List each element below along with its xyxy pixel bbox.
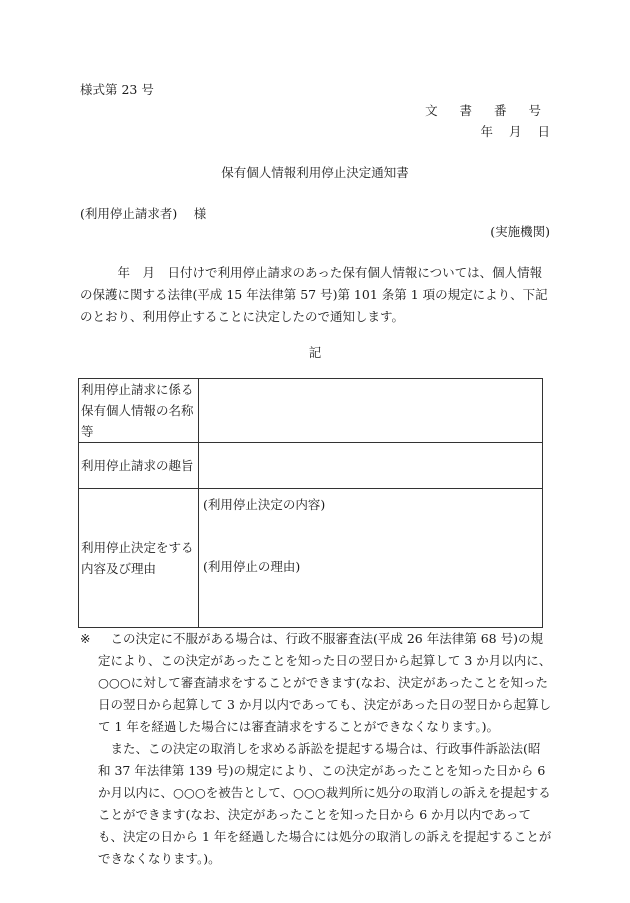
row2-label: 利用停止請求の趣旨 <box>79 443 199 489</box>
note-paragraph-2: また、この決定の取消しを求める訴訟を提起する場合は、行政事件訴訟法(昭和 37 年法律第 139 号)の規定により、この決定があったことを知った日から 6 か月以内に、○○○を被告として、○○○裁判所に処分の取消しの訴えを提起することができます(なお、決定があったことを知った日から 6 か月以内であっても、決定の日から 1 年を経過した場合には処分の取消しの訴えを提起することができなくなります。)。 <box>98 741 552 866</box>
notes <box>80 628 552 870</box>
form-number: 様式第 23 号 <box>80 82 154 97</box>
table-row <box>79 489 543 628</box>
ki-heading: 記 <box>308 345 322 360</box>
page-title: 保有個人情報利用停止決定通知書 <box>221 165 409 180</box>
decision-table <box>78 378 543 628</box>
table-row <box>79 379 543 443</box>
decision-reason-label: (利用停止の理由) <box>203 559 301 574</box>
document-number: 文 書 番 号 <box>425 103 550 118</box>
row3-value <box>199 489 543 628</box>
row3-label: 利用停止決定をする内容及び理由 <box>79 489 199 628</box>
decision-content-label: (利用停止決定の内容) <box>203 497 326 512</box>
document-date: 年 月 日 <box>480 124 550 139</box>
addressee: (利用停止請求者) 様 <box>80 206 207 221</box>
body-paragraph: 年 月 日付けで利用停止請求のあった保有個人情報については、個人情報の保護に関する法律(平成 15 年法律第 57 号)第 101 条第 1 項の規定により、下記のとおり、利用停止することに決定したので通知します。 <box>80 265 548 324</box>
note-paragraph-1: この決定に不服がある場合は、行政不服審査法(平成 26 年法律第 68 号)の規定により、この決定があったことを知った日の翌日から起算して 3 か月以内に、○○○に対して審査請求をすることができます(なお、決定があったことを知った日の翌日から起算して 3 か月以内であっても、決定があった日の翌日から起算して 1 年を経過した場合には審査請求をすることができなくなります。)。 <box>98 631 552 734</box>
row1-label: 利用停止請求に係る保有個人情報の名称等 <box>79 379 199 443</box>
issuing-organization: (実施機関) <box>490 224 550 239</box>
table-row <box>79 443 543 489</box>
note-mark: ※ <box>80 631 91 646</box>
row1-value <box>199 379 543 443</box>
row2-value <box>199 443 543 489</box>
